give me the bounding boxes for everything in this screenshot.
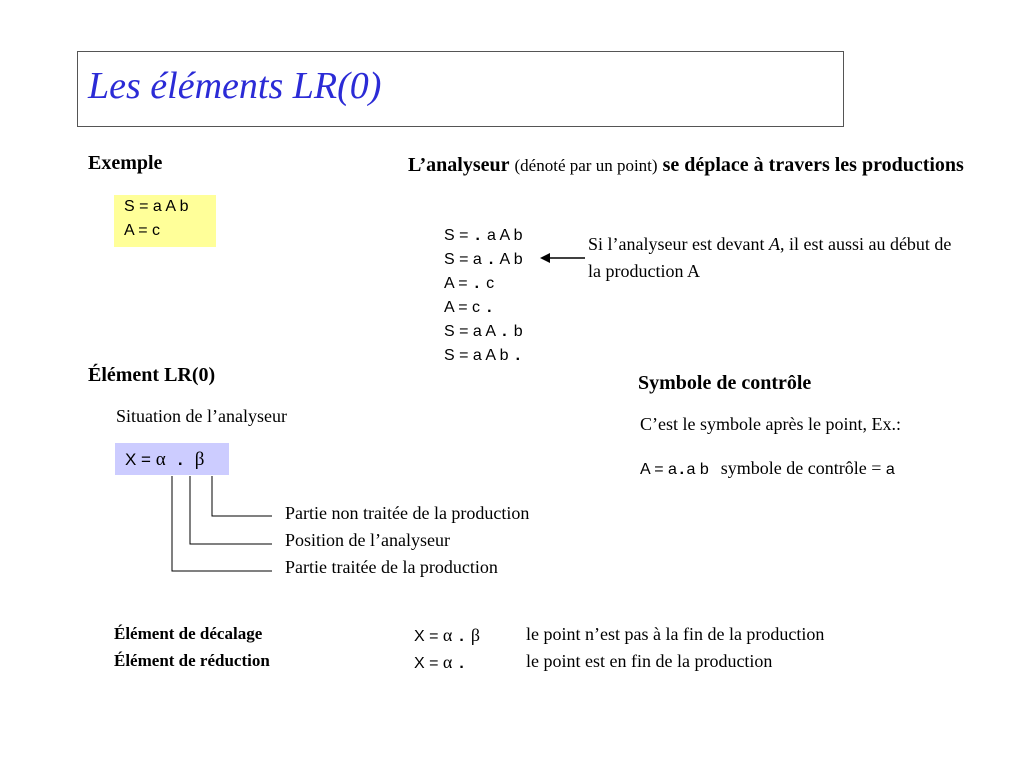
page-title: Les éléments LR(0) bbox=[88, 65, 382, 107]
shift-item-description: le point n’est pas à la fin de la production bbox=[526, 624, 825, 644]
analyser-heading-paren: (dénoté par un point) bbox=[514, 156, 658, 175]
control-symbol-text: C’est le symbole après le point, Ex.: bbox=[640, 414, 901, 434]
label-analyser-position: Position de l’analyseur bbox=[285, 530, 450, 550]
shift-item-name: Élément de décalage bbox=[114, 624, 263, 643]
analyser-heading-rest: se déplace à travers les productions bbox=[662, 154, 964, 176]
grammar-rule: A = c bbox=[124, 222, 161, 239]
item-production: S = a . A b bbox=[444, 251, 523, 269]
control-symbol-example: A = a.a b symbole de contrôle = a bbox=[640, 458, 895, 479]
lr0-item-formula: X = α . β bbox=[125, 449, 205, 471]
reduce-item-description: le point est en fin de la production bbox=[526, 651, 773, 671]
reduce-item-name: Élément de réduction bbox=[114, 651, 270, 670]
item-production: S = a A b . bbox=[444, 347, 523, 365]
control-symbol-heading: Symbole de contrôle bbox=[638, 372, 812, 394]
analyser-note: Si l’analyseur est devant A, il est aussi au début de la production A bbox=[588, 234, 952, 281]
analyser-dot: . bbox=[175, 452, 186, 471]
grammar-rule: S = a A b bbox=[124, 198, 189, 215]
label-untreated-part: Partie non traitée de la production bbox=[285, 503, 530, 523]
item-production: S = . a A b bbox=[444, 227, 523, 245]
example-heading: Exemple bbox=[88, 152, 163, 174]
label-treated-part: Partie traitée de la production bbox=[285, 557, 498, 577]
item-production-list bbox=[444, 224, 523, 368]
beta-symbol: β bbox=[194, 449, 205, 470]
item-production: A = . c bbox=[444, 275, 495, 293]
item-production: S = a A . b bbox=[444, 323, 523, 341]
item-production: A = c . bbox=[444, 299, 495, 317]
analyser-heading-strong: L’analyseur bbox=[408, 154, 510, 176]
lr0-item-heading: Élément LR(0) bbox=[88, 364, 216, 386]
lr0-item-subheading: Situation de l’analyseur bbox=[116, 406, 287, 426]
shift-item-formula: X = α . β bbox=[414, 625, 481, 646]
reduce-item-formula: X = α . bbox=[414, 652, 467, 673]
left-arrow-icon bbox=[540, 250, 586, 266]
formula-connector-lines bbox=[0, 0, 300, 600]
alpha-symbol: α bbox=[155, 449, 166, 470]
analyser-heading bbox=[408, 150, 978, 181]
